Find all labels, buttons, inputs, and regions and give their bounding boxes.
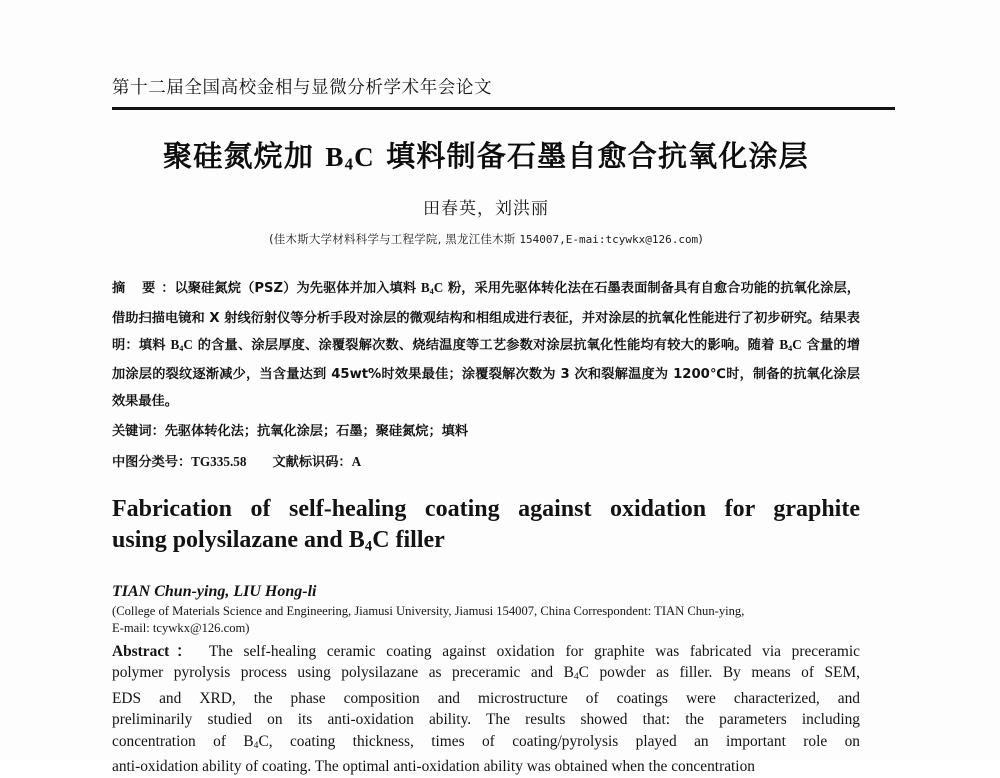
english-abstract-label: Abstract： bbox=[112, 642, 199, 660]
running-header: 第十二届全国高校金相与显微分析学术年会论文 bbox=[112, 78, 493, 98]
b4c-formula-3: $B_4C$ bbox=[779, 337, 802, 353]
page-content-column bbox=[112, 0, 860, 778]
english-abstract-line-5-b: C, coating thickness, times of coating/pyrolysis played an important role on bbox=[258, 732, 860, 750]
english-title-line-2-a: using polysilazane and B bbox=[112, 527, 365, 554]
english-abstract-formula-subscript-2: 4 bbox=[253, 739, 259, 751]
english-title-line-1: Fabrication of self-healing coating against oxidation for graphite bbox=[112, 496, 860, 523]
english-authors: TIAN Chun-ying, LIU Hong-li bbox=[112, 582, 317, 600]
english-abstract-line-4: preliminarily studied on its anti-oxidation ability. The results showed that: the parameters including bbox=[112, 711, 860, 729]
english-affiliation-line-2: E-mail: tcywkx@126.com) bbox=[112, 620, 250, 635]
chinese-title-part-1: 聚硅氮烷加 bbox=[163, 138, 326, 173]
english-abstract bbox=[112, 641, 860, 778]
chinese-affiliation-prefix: (佳木斯大学材料科学与工程学院, 黑龙江佳木斯 bbox=[269, 232, 520, 247]
english-abstract-paragraph bbox=[112, 641, 860, 778]
chinese-title-formula bbox=[325, 142, 375, 172]
english-abstract-line-1-text: The self-healing ceramic coating against oxidation for graphite was fabricated via preceramic bbox=[198, 642, 860, 660]
chinese-abstract-text-4: 含量的增加涂层的裂纹逐渐减少，当含量达到 45wt%时效果最佳；涂覆裂解次数为 3 次和裂解温度为 1200℃时，制备的抗氧化涂层效果最佳。 bbox=[112, 338, 861, 409]
header-rule-divider bbox=[112, 107, 895, 110]
english-abstract-line-1 bbox=[112, 641, 860, 663]
chinese-affiliation-suffix: ) bbox=[698, 232, 703, 247]
b4c-formula-1: $B_4C$ bbox=[420, 280, 444, 297]
formula-subscript: 4 bbox=[344, 154, 355, 174]
document-code-value: ：A bbox=[338, 454, 362, 470]
chinese-authors: 田春英，刘洪丽 bbox=[423, 199, 549, 220]
chinese-clc-line bbox=[112, 449, 860, 476]
chinese-abstract-text-2: 粉，采用先驱体转化法在石墨表面制备具有自愈合功能的抗氧化涂层，借助扫描电镜和 X 射线衍射仪等分析手段对涂层的微观结构和相组成进行表征，并对涂层的抗氧化性能进行了初步研究。结果表明：填料 bbox=[112, 281, 860, 354]
chinese-affiliation bbox=[112, 231, 860, 247]
clc-value: ：TG335.58 bbox=[177, 454, 247, 470]
english-title-line-2-b: C filler bbox=[372, 527, 445, 554]
english-title-line-2 bbox=[112, 527, 445, 553]
chinese-keywords bbox=[112, 419, 860, 445]
chinese-title bbox=[112, 134, 860, 175]
english-abstract-line-3: EDS and XRD, the phase composition and microstructure of coatings were characterized, and bbox=[112, 689, 860, 707]
english-affiliation bbox=[112, 603, 860, 637]
chinese-abstract-text-3: 的含量、涂层厚度、涂覆裂解次数、烧结温度等工艺参数对涂层抗氧化性能均有较大的影响。随着 bbox=[192, 338, 780, 354]
english-abstract-line-6: anti-oxidation ability of coating. The optimal anti-oxidation ability was obtained when the concentration bbox=[112, 758, 755, 776]
chinese-abstract-label: 摘 要 bbox=[112, 281, 162, 297]
chinese-abstract bbox=[112, 275, 860, 415]
formula-b: B bbox=[325, 141, 345, 172]
chinese-abstract-text-1: ：以聚硅氮烷（PSZ）为先驱体并加入填料 bbox=[161, 281, 421, 297]
english-abstract-line-2-a: polymer pyrolysis process using polysilazane as preceramic and B bbox=[112, 664, 574, 682]
english-abstract-line-5-a: concentration of B bbox=[112, 732, 254, 750]
english-abstract-line-5 bbox=[112, 731, 860, 757]
english-abstract-line-2 bbox=[112, 662, 860, 688]
b4c-formula-2: $B_4C$ bbox=[170, 337, 193, 353]
formula-c: C bbox=[354, 141, 375, 172]
chinese-title-part-2: 填料制备石墨自愈合抗氧化涂层 bbox=[374, 138, 809, 173]
english-title-formula-subscript: 4 bbox=[364, 538, 373, 555]
english-abstract-line-2-b: C powder as filler. By means of SEM, bbox=[578, 664, 860, 682]
chinese-affiliation-contact: 154007,E-mai:tcywkx@126.com bbox=[519, 233, 699, 247]
document-code-label: 文献标识码 bbox=[272, 455, 339, 471]
english-affiliation-line-1: (College of Materials Science and Engineering, Jiamusi University, Jiamusi 154007, China Correspondent: TIAN Chun-ying, bbox=[112, 603, 745, 618]
english-abstract-formula-subscript-1: 4 bbox=[573, 671, 579, 683]
english-title bbox=[112, 494, 860, 562]
chinese-keywords-text: ：先驱体转化法；抗氧化涂层；石墨；聚硅氮烷；填料 bbox=[151, 424, 469, 440]
clc-label: 中图分类号 bbox=[112, 455, 178, 471]
chinese-keywords-label: 关键词 bbox=[112, 424, 152, 440]
